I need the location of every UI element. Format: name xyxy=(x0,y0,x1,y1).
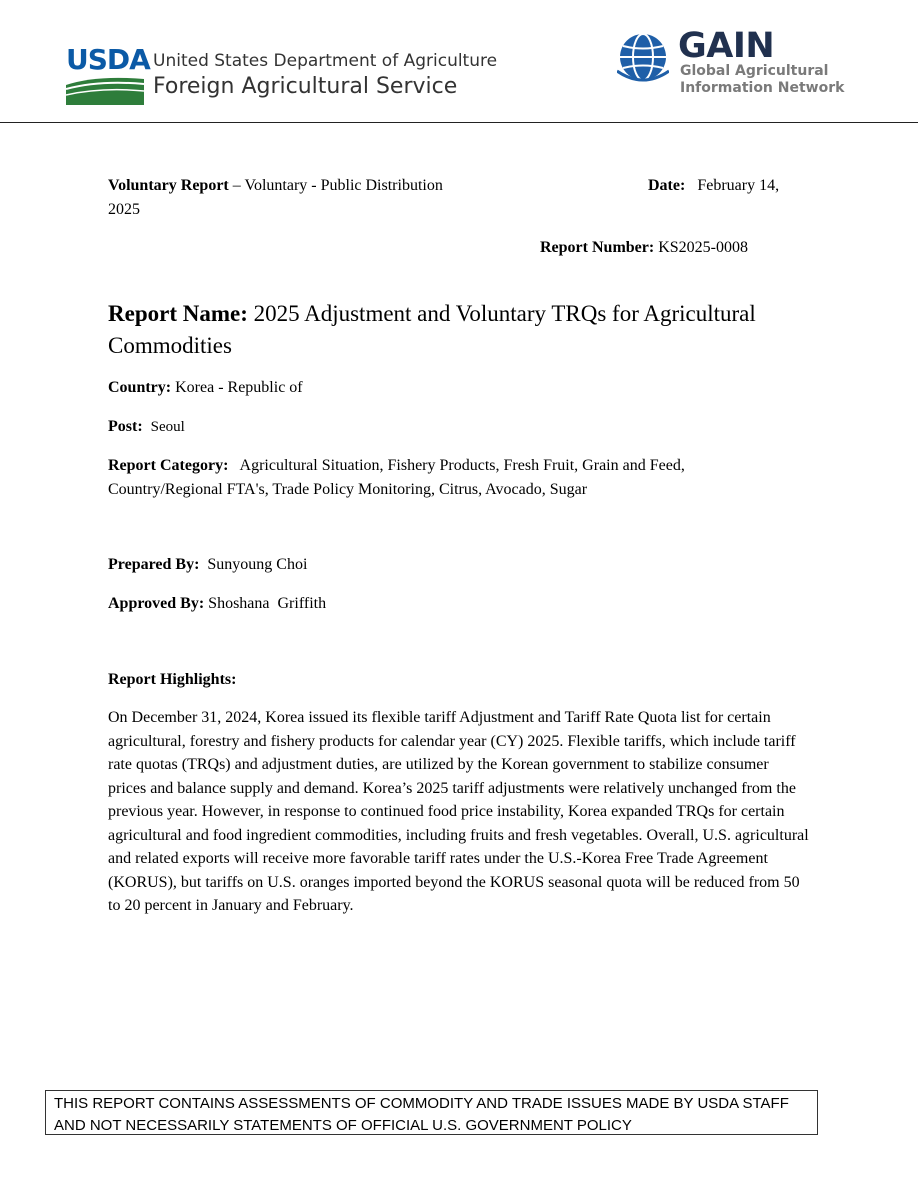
highlights-heading xyxy=(108,668,236,692)
report-type-label: Voluntary Report xyxy=(108,177,229,194)
report-number xyxy=(540,236,748,260)
department-name: United States Department of Agriculture xyxy=(153,51,498,71)
disclaimer-line2: AND NOT NECESSARILY STATEMENTS OF OFFICIAL U.S. GOVERNMENT POLICY xyxy=(54,1116,632,1134)
post xyxy=(108,415,185,440)
report-number-value: KS2025-0008 xyxy=(658,239,748,256)
post-value: Seoul xyxy=(150,419,185,435)
date-year: 2025 xyxy=(108,201,140,218)
report-category xyxy=(108,454,788,501)
date-value: February 14, xyxy=(697,177,780,194)
gain-wordmark: GAIN xyxy=(678,26,775,66)
approved-value: Shoshana Griffith xyxy=(208,595,327,612)
approved-by xyxy=(108,592,326,616)
country xyxy=(108,376,303,400)
usda-wordmark: USDA xyxy=(66,43,150,76)
report-name-value: 2025 Adjustment and Voluntary TRQs for Agricultural Commodities xyxy=(108,301,756,358)
prepared-value: Sunyoung Choi xyxy=(207,556,308,573)
highlights-label: Report Highlights: xyxy=(108,671,237,688)
country-label: Country: xyxy=(108,379,172,396)
report-date xyxy=(648,174,779,198)
report-number-label: Report Number: xyxy=(540,239,655,256)
report-type-value: – Voluntary - Public Distribution xyxy=(232,177,443,194)
gain-subtitle-line2: Information Network xyxy=(680,80,845,96)
category-value: Agricultural Situation, Fishery Products, Fresh Fruit, Grain and Feed, Country/Regional FTA's, Trade Policy Monitoring, Citrus, Avocado, Sugar xyxy=(108,457,685,498)
gain-subtitle-line1: Global Agricultural xyxy=(680,63,829,79)
date-label: Date: xyxy=(648,177,686,194)
disclaimer-text xyxy=(54,1093,814,1136)
disclaimer-box xyxy=(45,1090,818,1135)
header-divider xyxy=(0,122,918,123)
prepared-label: Prepared By: xyxy=(108,556,200,573)
highlights-paragraph: On December 31, 2024, Korea issued its flexible tariff Adjustment and Tariff Rate Quota list for certain agricultural, forestry and fishery products for calendar year (CY) 2025. Flexible tariffs, which include tariff rate quotas (TRQs) and adjustment duties, are utilized by the Korean government to stabilize consumer prices and balance supply and demand. Korea’s 2025 tariff adjustments were relatively unchanged from the previous year. However, in response to continued food price instability, Korea expanded TRQs for certain agricultural and food ingredient commodities, including fruits and fresh vegetables. Overall, U.S. agricultural and related exports will receive more favorable tariff rates under the U.S.-Korea Free Trade Agreement (KORUS), but tariffs on U.S. oranges imported beyond the KORUS seasonal quota will be reduced from 50 to 20 percent in January and February. xyxy=(108,709,809,914)
country-value: Korea - Republic of xyxy=(175,379,303,396)
report-name-label: Report Name: xyxy=(108,301,248,326)
service-name: Foreign Agricultural Service xyxy=(153,74,458,99)
category-label: Report Category: xyxy=(108,457,229,474)
prepared-by xyxy=(108,553,307,577)
disclaimer-line1: THIS REPORT CONTAINS ASSESSMENTS OF COMMODITY AND TRADE ISSUES MADE BY USDA STAFF xyxy=(54,1095,789,1112)
post-label: Post: xyxy=(108,418,143,435)
report-name xyxy=(108,298,808,362)
approved-label: Approved By: xyxy=(108,595,205,612)
globe-icon xyxy=(617,31,669,83)
